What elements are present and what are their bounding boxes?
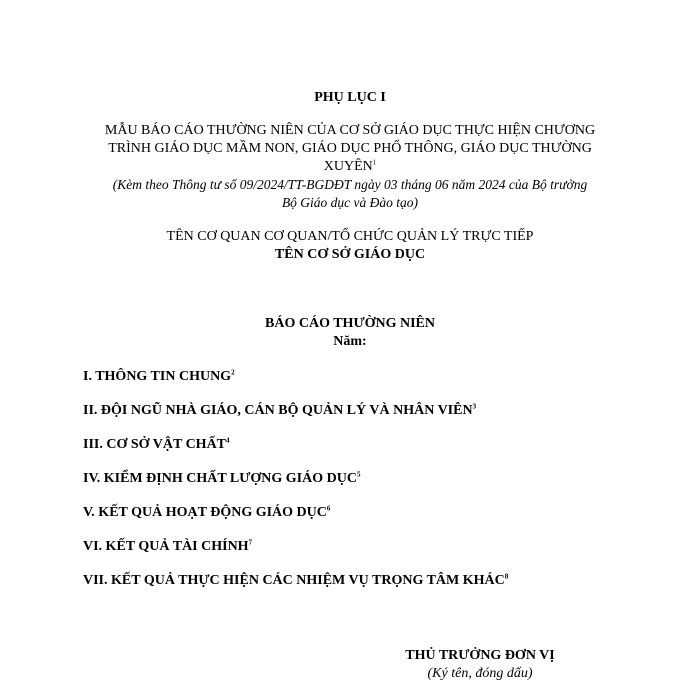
signature-title: THỦ TRƯỞNG ĐƠN VỊ: [405, 648, 555, 663]
section-1: [83, 369, 235, 385]
footnote-ref-1: 1: [372, 158, 377, 167]
footnote-ref-3: 3: [472, 402, 477, 411]
section-2: [83, 403, 476, 419]
form-title-line-2: TRÌNH GIÁO DỤC MẦM NON, GIÁO DỤC PHỔ THÔNG, GIÁO DỤC THƯỜNG: [108, 141, 592, 156]
section-label: V. KẾT QUẢ HOẠT ĐỘNG GIÁO DỤC: [83, 505, 327, 520]
section-label: II. ĐỘI NGŨ NHÀ GIÁO, CÁN BỘ QUẢN LÝ VÀ NHÂN VIÊN: [83, 403, 473, 418]
footnote-ref-2: 2: [231, 368, 235, 377]
attachment-note-line-1: (Kèm theo Thông tư số 09/2024/TT-BGDĐT ngày 03 tháng 06 năm 2024 của Bộ trưởng: [112, 177, 588, 192]
footnote-ref-6: 6: [326, 504, 331, 513]
managing-agency: TÊN CƠ QUAN CƠ QUAN/TỔ CHỨC QUẢN LÝ TRỰC TIẾP: [166, 229, 534, 244]
section-label: I. THÔNG TIN CHUNG: [83, 369, 232, 384]
signature-instruction: (Ký tên, đóng dấu): [427, 666, 533, 681]
section-label: VII. KẾT QUẢ THỰC HIỆN CÁC NHIỆM VỤ TRỌNG TÂM KHÁC: [83, 573, 505, 588]
footnote-ref-8: 8: [504, 572, 509, 581]
attachment-note-line-2: Bộ Giáo dục và Đào tạo): [281, 195, 419, 210]
footnote-ref-4: 4: [226, 436, 230, 445]
form-title-line-1: MẪU BÁO CÁO THƯỜNG NIÊN CỦA CƠ SỞ GIÁO DỤC THỰC HIỆN CHƯƠNG: [104, 123, 596, 138]
institution-name: TÊN CƠ SỞ GIÁO DỤC: [274, 247, 426, 262]
section-label: III. CƠ SỞ VẬT CHẤT: [83, 437, 227, 452]
section-7: [83, 573, 508, 589]
appendix-title: PHỤ LỤC I: [314, 90, 386, 105]
section-label: VI. KẾT QUẢ TÀI CHÍNH: [83, 539, 249, 554]
form-title-line-3-text: XUYÊN: [323, 159, 373, 174]
section-5: [83, 505, 330, 521]
section-4: [83, 471, 360, 487]
report-year-label: Năm:: [333, 334, 367, 349]
form-title-line-3: [0, 159, 700, 175]
footnote-ref-7: 7: [248, 538, 253, 547]
report-title: BÁO CÁO THƯỜNG NIÊN: [265, 316, 435, 331]
footnote-ref-5: 5: [356, 470, 361, 479]
section-3: [83, 437, 230, 453]
section-6: [83, 539, 252, 555]
section-label: IV. KIỂM ĐỊNH CHẤT LƯỢNG GIÁO DỤC: [83, 471, 357, 486]
